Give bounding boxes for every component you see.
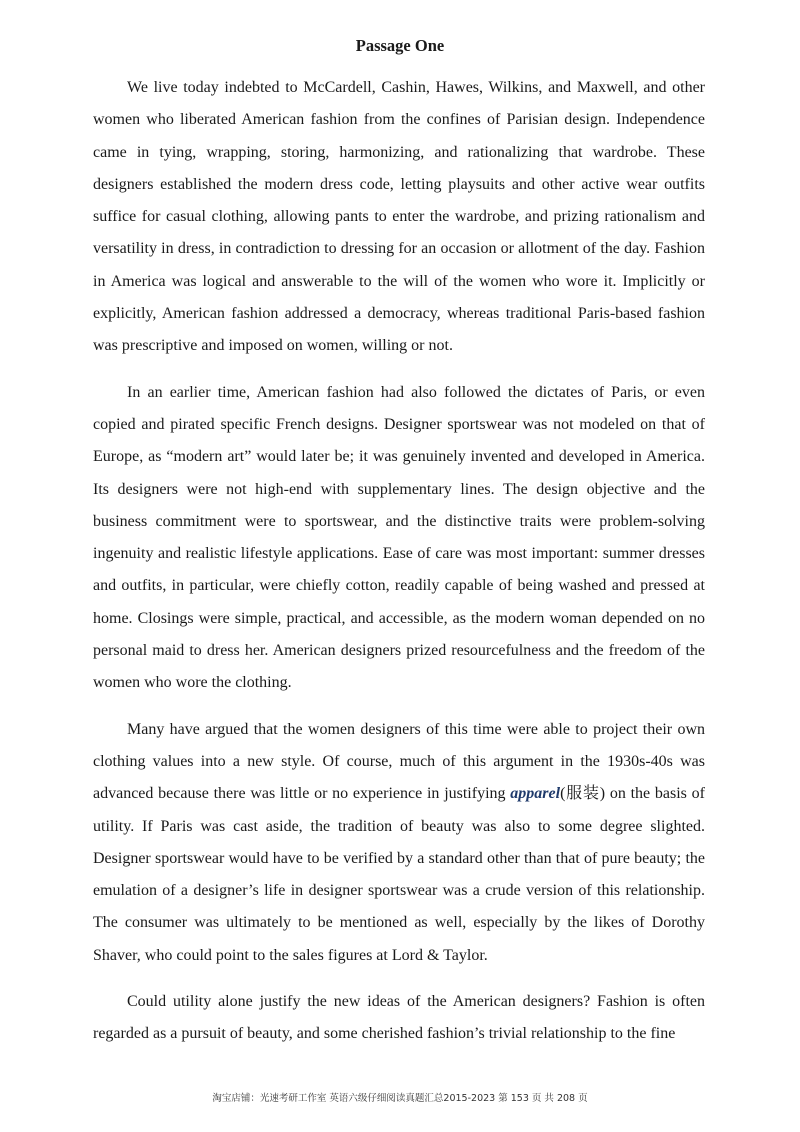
paragraph-4: Could utility alone justify the new ideas of the American designers? Fashion is often regarded as a pursuit of beauty, and some cherished fashion’s trivial relationship to the fine xyxy=(93,993,705,1043)
page-footer: 淘宝店铺：光速考研工作室 英语六级仔细阅读真题汇总2015-2023 第 153 页 共 208 页 xyxy=(212,1093,588,1104)
term-gloss: (服装) xyxy=(560,785,606,803)
passage-body xyxy=(93,72,705,1065)
paragraph-3-text-before: Many have argued that the women designers of this time were able to project their own clothing values into a new style. Of course, much of this argument in the 1930s-40s was advanced because there was little or no experience in justifying xyxy=(93,720,705,803)
paragraph-3-text-after: on the basis of utility. If Paris was cast aside, the tradition of beauty was also to some degree slighted. Designer sportswear would have to be verified by a standard other than that of pure beauty; the emulation of a designer’s life in designer sportswear was a crude version of this relationship. The consumer was ultimately to be mentioned as well, especially by the likes of Dorothy Shaver, who could point to the sales figures at Lord & Taylor. xyxy=(93,785,705,964)
emphasized-term: apparel xyxy=(510,785,561,803)
paragraph-3 xyxy=(93,714,705,972)
paragraph-1: We live today indebted to McCardell, Cashin, Hawes, Wilkins, and Maxwell, and other women who liberated American fashion from the confines of Parisian design. Independence came in tying, wrapping, storing, harmonizing, and rationalizing that wardrobe. These designers established the modern dress code, letting playsuits and other active wear outfits suffice for casual clothing, allowing pants to enter the wardrobe, and prizing rationalism and versatility in dress, in contradiction to dressing for an occasion or allotment of the day. Fashion in America was logical and answerable to the will of the women who wore it. Implicitly or explicitly, American fashion addressed a democracy, whereas traditional Paris-based fashion was prescriptive and imposed on women, willing or not. xyxy=(93,79,705,355)
passage-title: Passage One xyxy=(355,36,445,55)
paragraph-2: In an earlier time, American fashion had also followed the dictates of Paris, or even copied and pirated specific French designs. Designer sportswear was not modeled on that of Europe, as “modern art” would later be; it was genuinely invented and developed in America. Its designers were not high-end with supplementary lines. The design objective and the business commitment were to sportswear, and the distinctive traits were problem-solving ingenuity and realistic lifestyle applications. Ease of care was most important: summer dresses and outfits, in particular, were chiefly cotton, readily capable of being washed and pressed at home. Closings were simple, practical, and accessible, as the modern woman depended on no personal maid to dress her. American designers prized resourcefulness and the freedom of the women who wore the clothing. xyxy=(93,383,705,692)
